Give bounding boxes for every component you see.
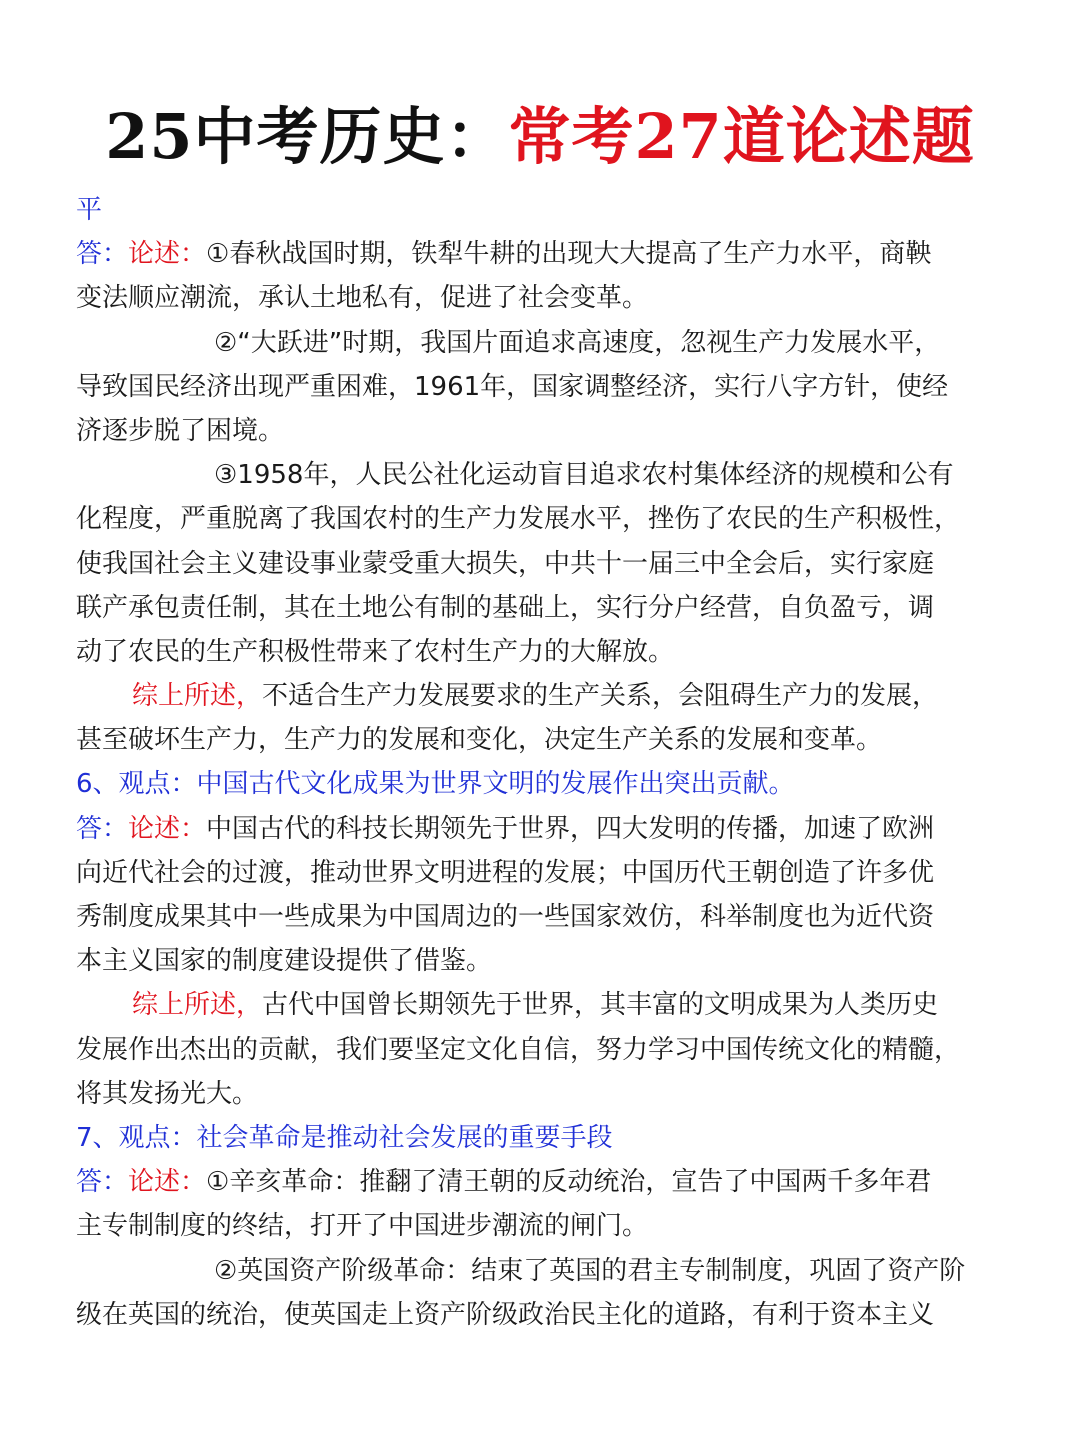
- text-line: [76, 276, 1006, 320]
- body-text: ③1958年，人民公社化运动盲目追求农村集体经济的规模和公有: [214, 460, 954, 491]
- title-prefix: 25中考历史：: [105, 100, 509, 173]
- body-text: 使我国社会主义建设事业蒙受重大损失，中共十一届三中全会后，实行家庭: [76, 548, 935, 579]
- text-line: [76, 718, 1006, 762]
- text-line: [76, 409, 1006, 453]
- text-line: [76, 807, 1006, 851]
- body-text: 主专制制度的终结，打开了中国进步潮流的闸门。: [76, 1211, 649, 1242]
- text-line: [76, 1116, 1006, 1160]
- body-text: 本主义国家的制度建设提供了借鉴。: [76, 946, 493, 977]
- body-text: 动了农民的生产积极性带来了农村生产力的大解放。: [76, 636, 675, 667]
- body-text: 级在英国的统治，使英国走上资产阶级政治民主化的道路，有利于资本主义: [76, 1299, 935, 1330]
- emphasis-text: 综上所述，: [132, 990, 263, 1021]
- text-line: [76, 365, 1006, 409]
- body-text: 向近代社会的过渡，推动世界文明进程的发展；中国历代王朝创造了许多优: [76, 857, 935, 888]
- label-text: 平: [76, 195, 103, 225]
- body-text: 将其发扬光大。: [76, 1078, 259, 1109]
- text-line: [76, 188, 1006, 232]
- label-text: 答：: [76, 239, 129, 270]
- essay-content: [76, 188, 1006, 1337]
- emphasis-text: 论述：: [128, 813, 207, 844]
- label-text: 答：: [76, 1167, 129, 1198]
- text-line: [76, 939, 1006, 983]
- text-line: [76, 586, 1006, 630]
- body-text: 化程度，严重脱离了我国农村的生产力发展水平，挫伤了农民的生产积极性，: [76, 504, 961, 535]
- body-text: 导致国民经济出现严重困难，1961年，国家调整经济，实行八字方针，使经: [76, 371, 949, 402]
- page-title: [0, 92, 1080, 182]
- text-line: [76, 232, 1006, 276]
- label-text: 6、观点：中国古代文化成果为世界文明的发展作出突出贡献。: [76, 769, 795, 800]
- text-line: [76, 453, 1006, 497]
- emphasis-text: 论述：: [128, 239, 207, 270]
- text-line: [76, 630, 1006, 674]
- body-text: 变法顺应潮流，承认土地私有，促进了社会变革。: [76, 283, 649, 314]
- text-line: [76, 895, 1006, 939]
- text-line: [76, 1160, 1006, 1204]
- body-text: ②“大跃进”时期，我国片面追求高速度，忽视生产力发展水平，: [214, 327, 941, 358]
- text-line: [76, 1249, 1006, 1293]
- body-text: 秀制度成果其中一些成果为中国周边的一些国家效仿，科举制度也为近代资: [76, 902, 935, 932]
- text-line: [76, 1204, 1006, 1248]
- body-text: 古代中国曾长期领先于世界，其丰富的文明成果为人类历史: [262, 990, 939, 1021]
- title-highlight: 常考27道论述题: [508, 100, 975, 173]
- body-text: 中国古代的科技长期领先于世界，四大发明的传播，加速了欧洲: [206, 813, 935, 844]
- body-text: 不适合生产力发展要求的生产关系，会阻碍生产力的发展，: [262, 681, 939, 712]
- label-text: 7、观点：社会革命是推动社会发展的重要手段: [76, 1122, 613, 1153]
- text-line: [76, 321, 1006, 365]
- body-text: 济逐步脱了困境。: [76, 415, 285, 446]
- text-line: [76, 497, 1006, 541]
- text-line: [76, 1072, 1006, 1116]
- body-text: ②英国资产阶级革命：结束了英国的君主专制制度，巩固了资产阶: [214, 1255, 966, 1286]
- body-text: ①春秋战国时期，铁犁牛耕的出现大大提高了生产力水平，商鞅: [206, 239, 932, 270]
- body-text: 发展作出杰出的贡献，我们要坚定文化自信，努力学习中国传统文化的精髓，: [76, 1034, 961, 1065]
- text-line: [76, 983, 1006, 1027]
- text-line: [76, 851, 1006, 895]
- label-text: 答：: [76, 813, 129, 844]
- body-text: 甚至破坏生产力，生产力的发展和变化，决定生产关系的发展和变革。: [76, 725, 883, 756]
- text-line: [76, 542, 1006, 586]
- emphasis-text: 论述：: [128, 1167, 207, 1198]
- text-line: [76, 1028, 1006, 1072]
- text-line: [76, 762, 1006, 806]
- body-text: ①辛亥革命：推翻了清王朝的反动统治，宣告了中国两千多年君: [206, 1167, 932, 1198]
- emphasis-text: 综上所述，: [132, 681, 263, 712]
- body-text: 联产承包责任制，其在土地公有制的基础上，实行分户经营，自负盈亏，调: [76, 592, 935, 623]
- text-line: [76, 1293, 1006, 1337]
- text-line: [76, 674, 1006, 718]
